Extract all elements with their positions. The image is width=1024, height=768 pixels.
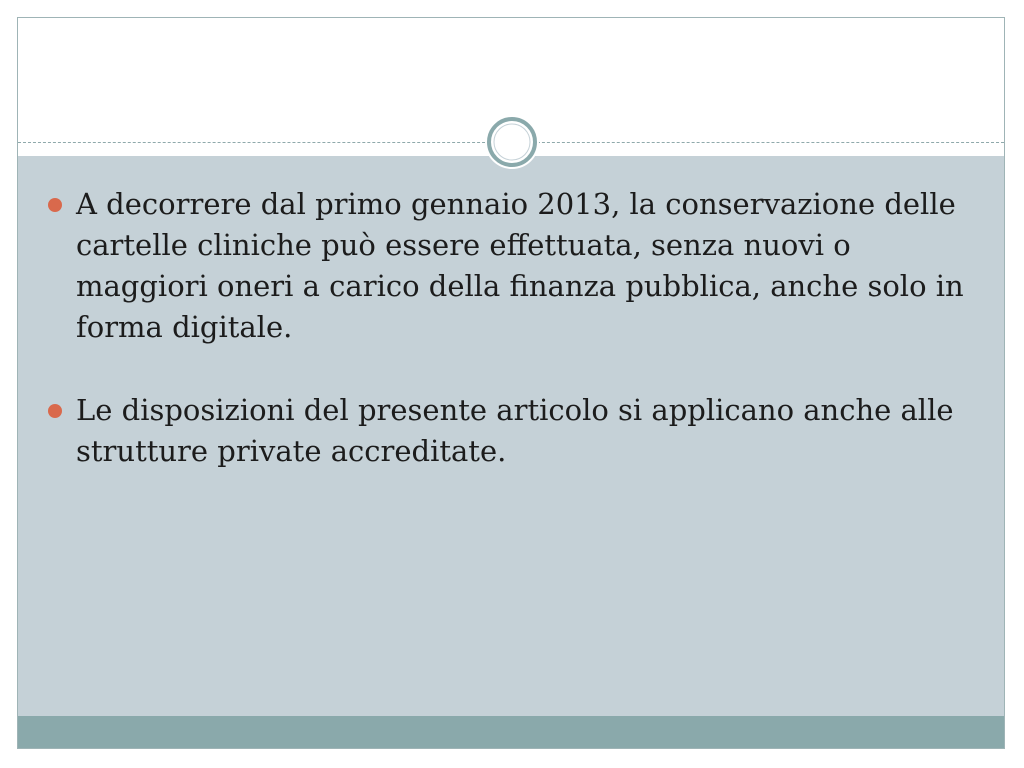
bullet-item xyxy=(48,184,988,348)
ring-icon xyxy=(484,114,540,170)
footer-band xyxy=(18,716,1004,749)
bullet-item xyxy=(48,390,988,472)
slide-frame xyxy=(17,17,1005,749)
bullet-list xyxy=(48,184,988,514)
bullet-text: Le disposizioni del presente articolo si applicano anche alle strutture private accreditate. xyxy=(76,393,954,468)
bullet-text: A decorrere dal primo gennaio 2013, la conservazione delle cartelle cliniche può essere effettuata, senza nuovi o maggiori oneri a carico della finanza pubblica, anche solo in forma digitale. xyxy=(76,187,964,344)
bullet-dot-icon xyxy=(48,198,62,212)
bullet-dot-icon xyxy=(48,404,62,418)
